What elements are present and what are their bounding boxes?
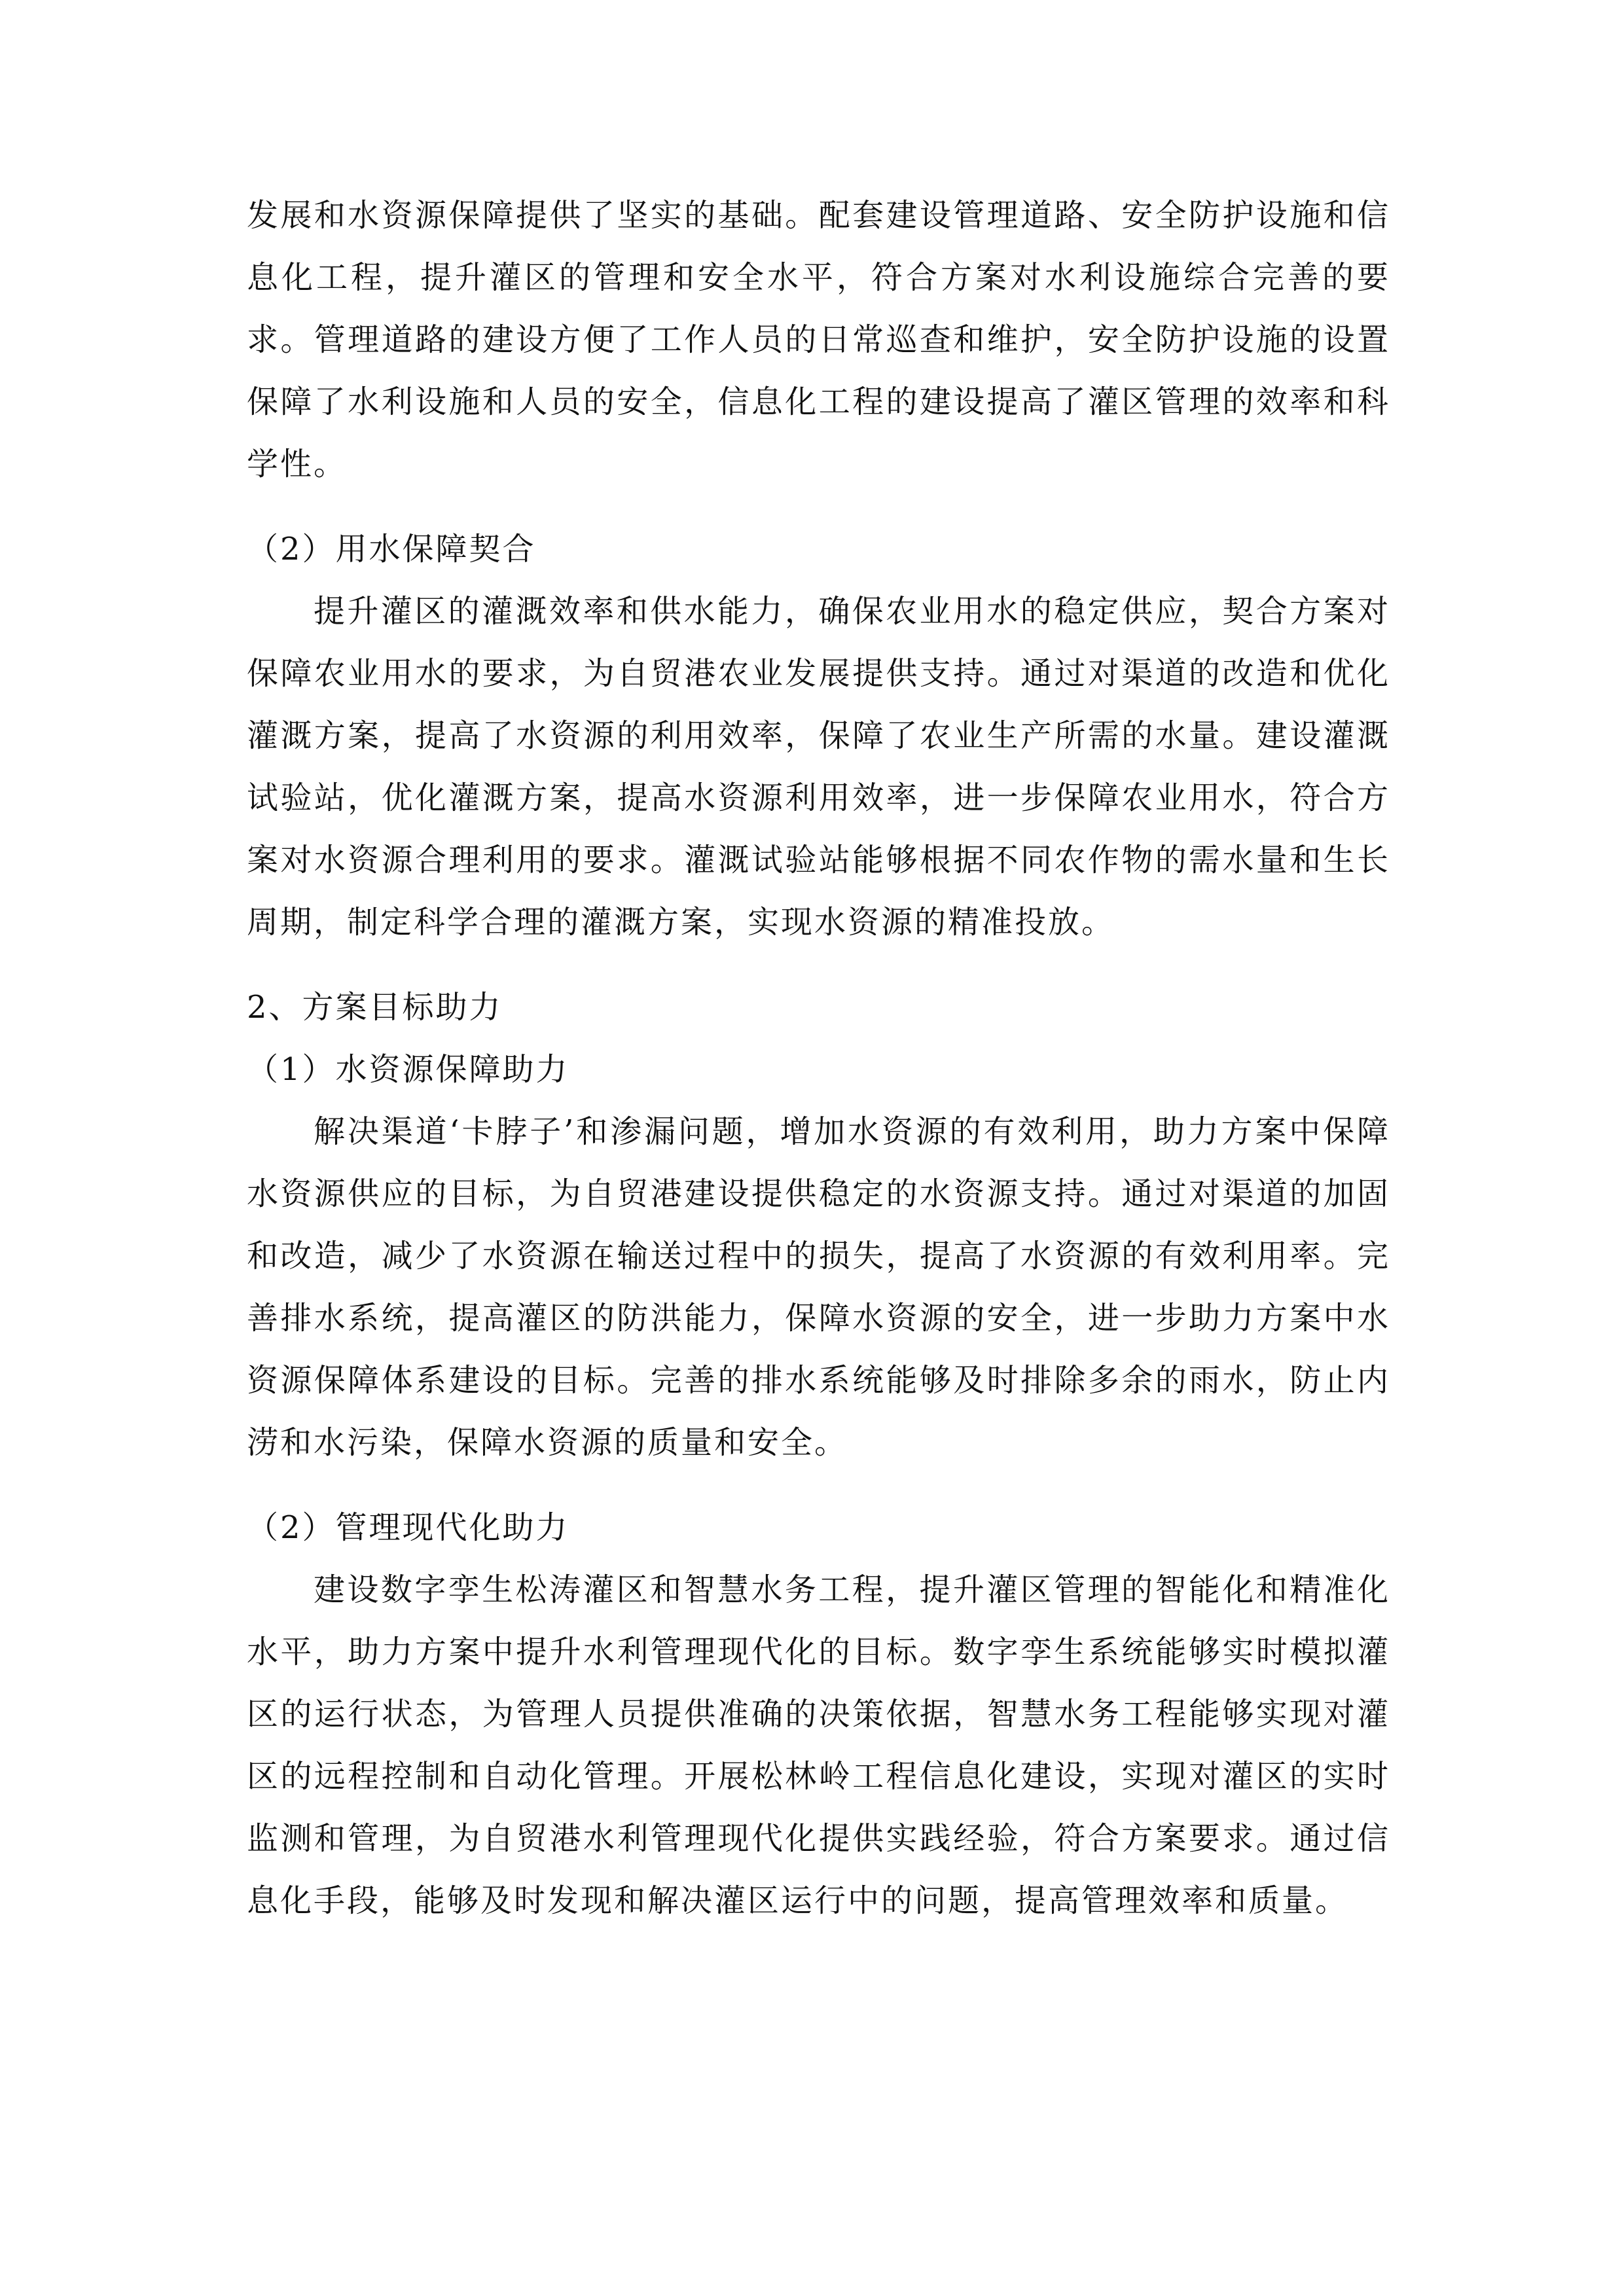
paragraph-water-resource: 解决渠道‘卡脖子’和渗漏问题，增加水资源的有效利用，助力方案中保障水资源供应的目标，为自贸港建设提供稳定的水资源支持。通过对渠道的加固和改造，减少了水资源在输送过程中的损失，提高了水资源的有效利用率。完善排水系统，提高灌区的防洪能力，保障水资源的安全，进一步助力方案中水资源保障体系建设的目标。完善的排水系统能够及时排除多余的雨水，防止内涝和水污染，保障水资源的质量和安全。 xyxy=(247,1113,1390,1461)
subheading-modernization: （2）管理现代化助力 xyxy=(247,1509,569,1546)
paragraph-modernization: 建设数字孪生松涛灌区和智慧水务工程，提升灌区管理的智能化和精准化水平，助力方案中提升水利管理现代化的目标。数字孪生系统能够实时模拟灌区的运行状态，为管理人员提供准确的决策依据，智慧水务工程能够实现对灌区的远程控制和自动化管理。开展松林岭工程信息化建设，实现对灌区的实时监测和管理，为自贸港水利管理现代化提供实践经验，符合方案要求。通过信息化手段，能够及时发现和解决灌区运行中的问题，提高管理效率和质量。 xyxy=(247,1571,1390,1919)
paragraph-water-use: 提升灌区的灌溉效率和供水能力，确保农业用水的稳定供应，契合方案对保障农业用水的要求，为自贸港农业发展提供支持。通过对渠道的改造和优化灌溉方案，提高了水资源的利用效率，保障了农业生产所需的水量。建设灌溉试验站，优化灌溉方案，提高水资源利用效率，进一步保障农业用水，符合方案对水资源合理利用的要求。灌溉试验站能够根据不同农作物的需水量和生长周期，制定科学合理的灌溉方案，实现水资源的精准投放。 xyxy=(247,593,1390,941)
subheading-water-resource: （1）水资源保障助力 xyxy=(247,1051,569,1088)
document-body xyxy=(247,185,1390,1932)
paragraph-infrastructure: 发展和水资源保障提供了坚实的基础。配套建设管理道路、安全防护设施和信息化工程，提升灌区的管理和安全水平，符合方案对水利设施综合完善的要求。管理道路的建设方便了工作人员的日常巡查和维护，安全防护设施的设置保障了水利设施和人员的安全，信息化工程的建设提高了灌区管理的效率和科学性。 xyxy=(247,197,1390,482)
section-heading-goals: 2、方案目标助力 xyxy=(247,989,503,1026)
subheading-water-use: （2）用水保障契合 xyxy=(247,531,536,567)
